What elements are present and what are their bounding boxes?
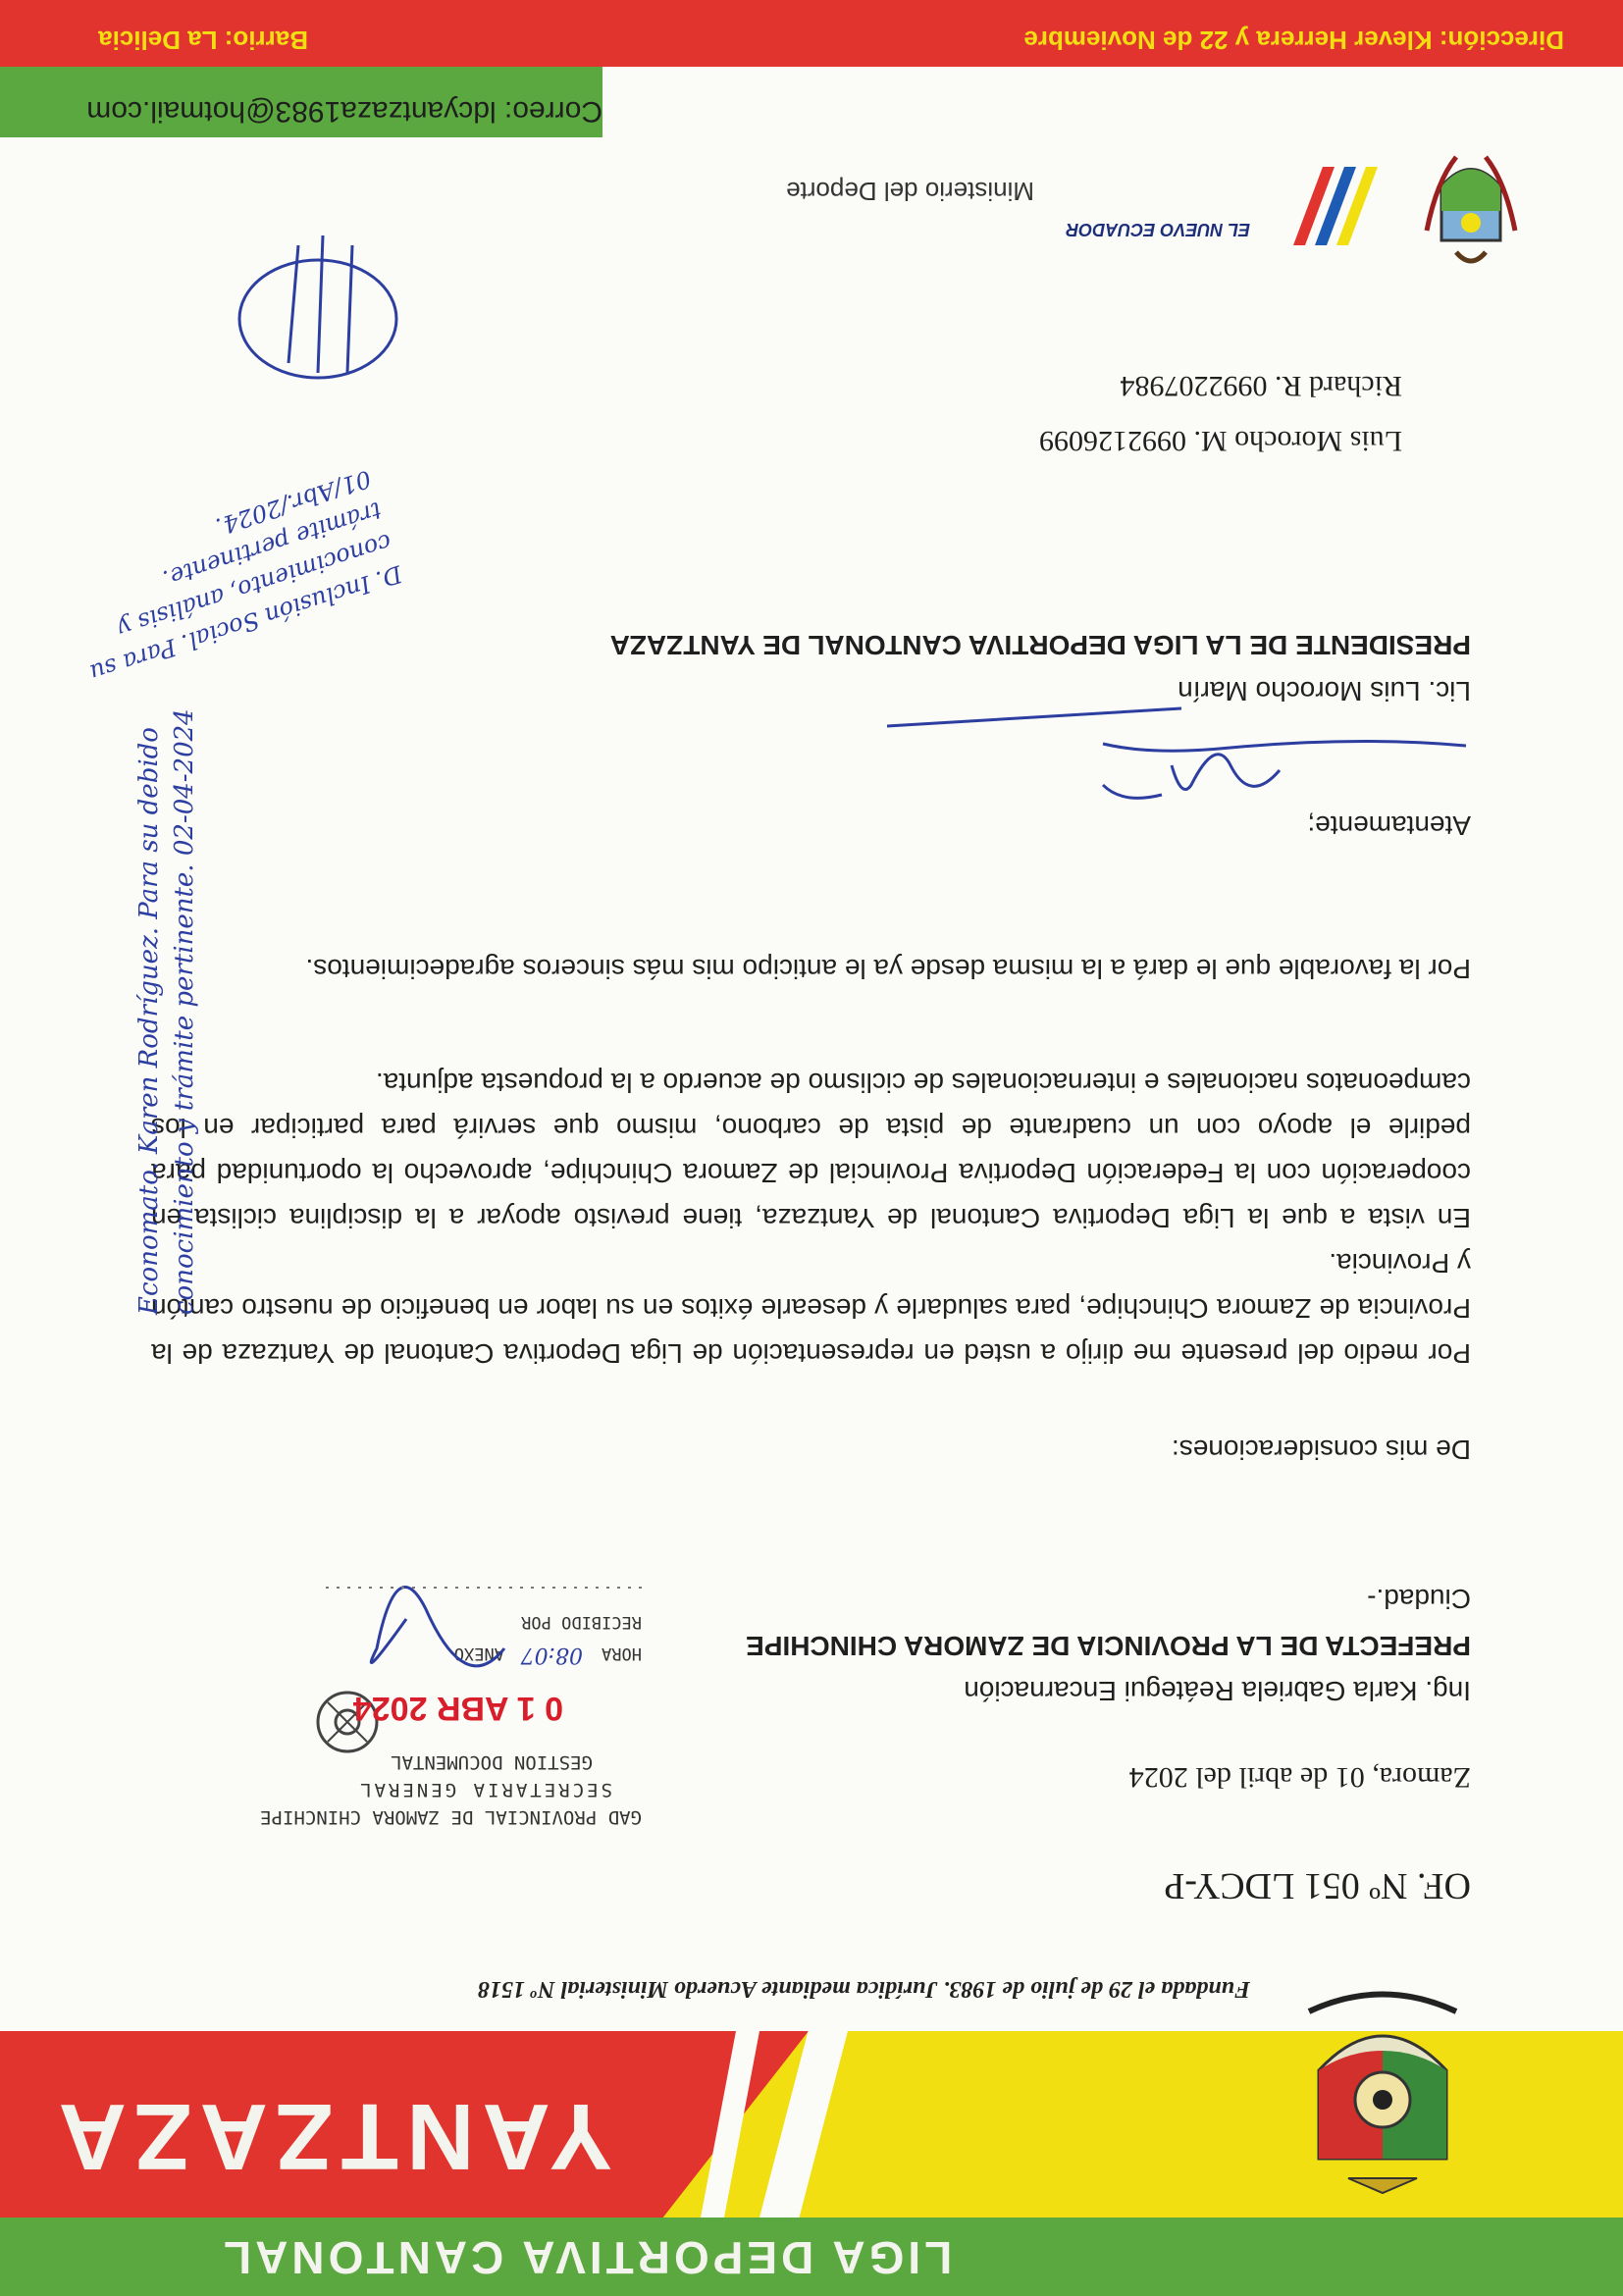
paragraph-2: En vista a que la Liga Deportiva Cantonal de Yantzaza, tiene previsto apoyar a la disciplina ciclista en cooperación con la Federación Deportiva Provincial de Zamora Chinchipe, aprovecho la oportunidad para pedirle el apoyo con un cuadrante de pista de carbono, mismo que servirá para participar en los campeonatos nacionales e internacionales de ciclismo de acuerdo a la propuesta adjunta. <box>151 1068 1471 1233</box>
paragraph-3: Por la favorable que le dará a la misma desde ya le anticipo mis más sinceros agradecimientos. <box>305 954 1471 984</box>
recipient-name: Ing. Karla Gabriela Reátegui Encarnación <box>964 1676 1471 1706</box>
contact-1: Luis Morocho M. 0992126099 <box>1039 425 1402 457</box>
stamp-hora-value: 08:07 <box>520 1643 583 1667</box>
ministry-label: Ministerio del Deporte <box>786 177 1034 206</box>
reception-stamp <box>260 1550 652 1845</box>
el-nuevo-ecuador-logo-icon <box>1066 137 1397 265</box>
stamp-line2: SECRETARIA GENERAL <box>357 1779 612 1800</box>
president-signature <box>887 706 1476 824</box>
footer-email: Correo: ldcyantzaza1983@hotmail.com <box>86 95 602 128</box>
letter-date: Zamora, 01 de abril del 2024 <box>1128 1761 1471 1794</box>
handwritten-note-inclusion: D. Inclusión Social. Para su conocimiento, análisis y trámite pertinente. 01/Abr./2024. <box>86 464 406 687</box>
signer-title: PRESIDENTE DE LA LIGA DEPORTIVA CANTONAL DE YANTZAZA <box>609 630 1471 660</box>
ecuador-coat-of-arms-icon <box>1417 142 1525 270</box>
greeting: De mis consideraciones: <box>1171 1435 1471 1465</box>
gov-logo-text: EL NUEVO ECUADOR <box>1066 220 1250 239</box>
stamp-anexo-label: ANEXO <box>453 1644 504 1663</box>
recipient-title: PREFECTA DE LA PROVINCIA DE ZAMORA CHINCHIPE <box>746 1631 1471 1661</box>
stamp-line3: GESTION DOCUMENTAL <box>391 1751 593 1773</box>
league-city: YANTZAZA <box>50 2084 612 2189</box>
stamp-hora-label: HORA <box>602 1644 642 1663</box>
handwritten-note-economato: Economato. Karen Rodríguez. Para su debido conocimiento y trámite pertinente. 02-04-2024 <box>134 708 199 1315</box>
recipient-city: Ciudad.- <box>1367 1584 1471 1614</box>
handwritten-signature <box>190 226 445 392</box>
signer-name: Lic. Luis Morocho Marín <box>1178 676 1471 706</box>
footer-address: Dirección: Klever Herrera y 22 de Noviembre <box>1023 26 1564 55</box>
league-name: LIGA DEPORTIVA CANTONAL <box>220 2232 953 2283</box>
footer-barrio: Barrio: La Delicia <box>98 26 308 55</box>
stamp-line1: GAD PROVINCIAL DE ZAMORA CHINCHIPE <box>260 1806 642 1828</box>
contact-2: Richard R. 0992207984 <box>1120 370 1402 402</box>
reference-number: OF. Nº 051 LDCY-P <box>1164 1865 1471 1906</box>
closing: Atentamente; <box>1307 810 1471 841</box>
stamp-date: 0 1 ABR 2024 <box>352 1690 563 1727</box>
league-crest-icon <box>1289 1982 1476 2198</box>
paragraph-1: Por medio del presente me dirijo a usted en representación de Liga Deportiva Cantonal de Yantzaza de la Provincia de Zamora Chinchipe, para saludarle y desearle éxitos en su labor en beneficio de nuestro cantón y Provincia. <box>151 1248 1471 1369</box>
stamp-recibido-label: RECIBIDO POR <box>521 1612 642 1632</box>
founded-note: Fundada el 29 de julio de 1983. Jurídica mediante Acuerdo Ministerial Nº 1518 <box>477 1976 1250 2002</box>
